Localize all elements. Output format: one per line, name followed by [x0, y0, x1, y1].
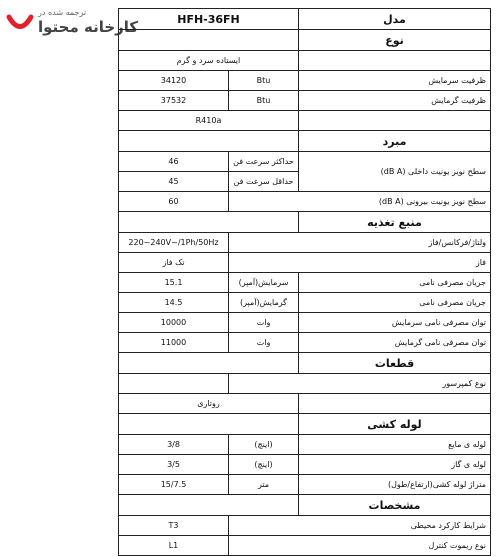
spec-row: [119, 111, 491, 131]
spec-value: [119, 353, 299, 374]
spec-value: [119, 30, 299, 51]
spec-label: نوع کمپرسور: [229, 374, 491, 394]
spec-value: 46: [119, 152, 229, 172]
spec-value: [119, 131, 299, 152]
spec-label: لوله ی مایع: [299, 435, 491, 455]
spec-value: HFH-36FH: [119, 9, 299, 30]
section-header: لوله کشی: [299, 414, 491, 435]
spec-label: لوله ی گاز: [299, 455, 491, 475]
spec-value: 10000: [119, 313, 229, 333]
spec-table: [118, 8, 491, 556]
spec-label: سطح نویز یونیت بیرونی (dB A): [229, 192, 491, 212]
spec-row: [119, 455, 491, 475]
spec-row: [119, 313, 491, 333]
spec-label: ولتاژ/فرکانس/فاز: [229, 233, 491, 253]
spec-row: [119, 374, 491, 394]
spec-value: R410a: [119, 111, 299, 131]
spec-label: توان مصرفی نامی سرمایش: [299, 313, 491, 333]
section-header: نوع: [299, 30, 491, 51]
spec-row: [119, 9, 491, 30]
spec-label: [299, 394, 491, 414]
spec-label: توان مصرفی نامی گرمایش: [299, 333, 491, 353]
spec-row: [119, 131, 491, 152]
watermark-top-text: ترجمه شده در: [38, 8, 87, 17]
spec-row: [119, 516, 491, 536]
spec-unit: وات: [229, 333, 299, 353]
spec-row: [119, 71, 491, 91]
spec-row: [119, 333, 491, 353]
spec-label: نوع ریموت کنترل: [229, 536, 491, 556]
spec-row: [119, 152, 491, 172]
spec-unit: Btu: [229, 91, 299, 111]
spec-value: 220~240V~/1Ph/50Hz: [119, 233, 229, 253]
spec-unit: وات: [229, 313, 299, 333]
spec-unit: Btu: [229, 71, 299, 91]
brand-smile-icon: [6, 12, 34, 34]
spec-unit: حداقل سرعت فن: [229, 172, 299, 192]
spec-value: 45: [119, 172, 229, 192]
spec-unit: حداکثر سرعت فن: [229, 152, 299, 172]
spec-row: [119, 475, 491, 495]
spec-row: [119, 435, 491, 455]
spec-row: [119, 30, 491, 51]
spec-value: [119, 495, 299, 516]
spec-row: [119, 273, 491, 293]
spec-value: 37532: [119, 91, 229, 111]
spec-row: [119, 212, 491, 233]
section-header: مشخصات: [299, 495, 491, 516]
spec-value: [119, 414, 299, 435]
spec-row: [119, 253, 491, 273]
spec-row: [119, 495, 491, 516]
spec-row: [119, 293, 491, 313]
spec-unit: گرمایش(آمپر): [229, 293, 299, 313]
spec-label: ظرفیت سرمایش: [299, 71, 491, 91]
spec-label: شرایط کارکرد محیطی: [229, 516, 491, 536]
spec-row: [119, 536, 491, 556]
spec-row: [119, 353, 491, 374]
spec-row: [119, 91, 491, 111]
spec-label: جریان مصرفی نامی: [299, 293, 491, 313]
spec-row: [119, 192, 491, 212]
spec-value: روتاری: [119, 394, 299, 414]
spec-value: [119, 374, 229, 394]
spec-value: 34120: [119, 71, 229, 91]
spec-unit: متر: [229, 475, 299, 495]
spec-value: 15/7.5: [119, 475, 229, 495]
spec-value: L1: [119, 536, 229, 556]
section-header: مدل: [299, 9, 491, 30]
spec-value: 14.5: [119, 293, 229, 313]
spec-value: [119, 212, 299, 233]
spec-label: سطح نویز یونیت داخلی (dB A): [299, 152, 491, 192]
spec-value: 3/8: [119, 435, 229, 455]
spec-value: ایستاده سرد و گرم: [119, 51, 299, 71]
spec-value: تک فاز: [119, 253, 229, 273]
spec-row: [119, 414, 491, 435]
brand-watermark: [6, 8, 139, 44]
spec-unit: (اینچ): [229, 455, 299, 475]
spec-row: [119, 394, 491, 414]
section-header: منبع تغذیه: [299, 212, 491, 233]
spec-value: 60: [119, 192, 229, 212]
spec-row: [119, 233, 491, 253]
spec-value: 15.1: [119, 273, 229, 293]
spec-label: فاز: [229, 253, 491, 273]
spec-label: جریان مصرفی نامی: [299, 273, 491, 293]
spec-value: 3/5: [119, 455, 229, 475]
section-header: قطعات: [299, 353, 491, 374]
watermark-brand-text: کارخانه محتوا: [38, 18, 139, 36]
section-header: مبرد: [299, 131, 491, 152]
spec-label: ظرفیت گرمایش: [299, 91, 491, 111]
spec-label: [299, 51, 491, 71]
spec-label: متراژ لوله کشی(ارتفاع/طول): [299, 475, 491, 495]
spec-label: [299, 111, 491, 131]
spec-unit: سرمایش(آمپر): [229, 273, 299, 293]
spec-row: [119, 51, 491, 71]
spec-value: 11000: [119, 333, 229, 353]
spec-unit: (اینچ): [229, 435, 299, 455]
spec-value: T3: [119, 516, 229, 536]
